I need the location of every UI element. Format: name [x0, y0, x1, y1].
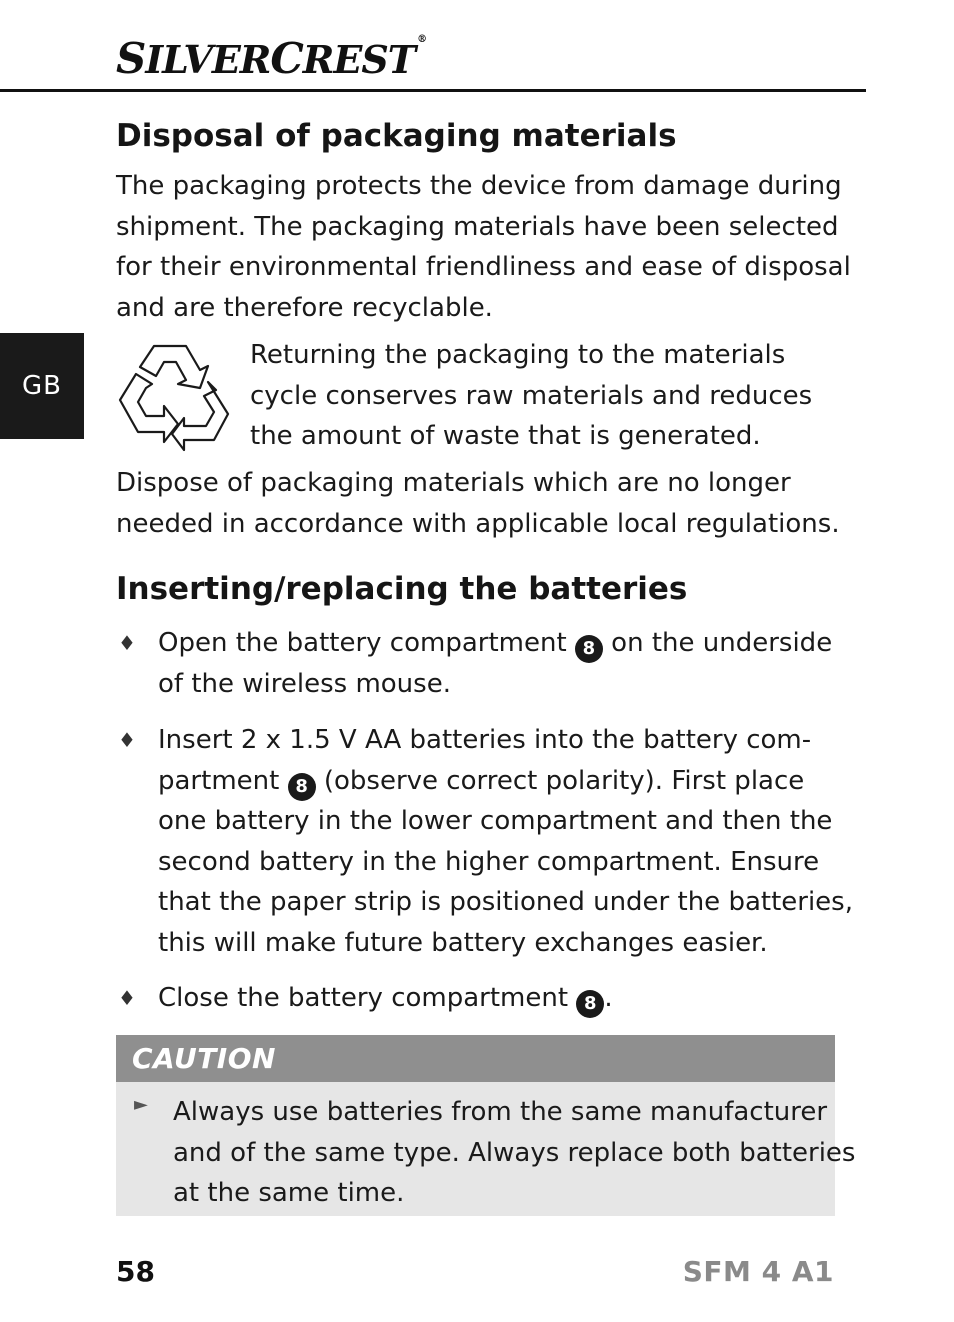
triangle-right-icon: ►	[134, 1094, 148, 1115]
list-item: ♦ Close the battery compartment 8 .	[116, 978, 836, 1019]
caution-box	[116, 1082, 856, 1216]
brand-logo: SILVERCREST ®	[116, 34, 427, 83]
recycle-paragraph: Returning the packaging to the materials cycle conserves raw materials and reduces the amount of waste that is generated.	[250, 340, 813, 451]
reference-number-badge: 8	[288, 773, 316, 801]
model-number: SFM 4 A1	[682, 1255, 834, 1288]
dispose-paragraph: Dispose of packaging materials which are no longer needed in accordance with applicable local regulations.	[116, 468, 840, 539]
language-tab-label: GB	[22, 371, 62, 401]
reference-number-badge: 8	[575, 635, 603, 663]
reference-number-badge: 8	[576, 990, 604, 1018]
section-heading-batteries: Inserting/replacing the batteries	[116, 571, 688, 607]
page-number: 58	[116, 1255, 155, 1288]
caution-text: Always use batteries from the same manufacturer and of the same type. Always replace both batteries at the same time.	[173, 1097, 856, 1208]
diamond-bullet-icon: ♦	[118, 631, 136, 655]
diamond-bullet-icon: ♦	[118, 986, 136, 1010]
disposal-paragraph: The packaging protects the device from damage during shipment. The packaging materials have been selected for their environmental friendliness and ease of disposal and are therefore recyclable.	[116, 171, 851, 323]
diamond-bullet-icon: ♦	[118, 728, 136, 752]
header-divider	[0, 89, 866, 92]
section-heading-disposal: Disposal of packaging materials	[116, 118, 677, 154]
list-item: ♦ Insert 2 x 1.5 V AA batteries into the battery com- partment 8 (observe correct polarity). First place one battery in the lower compartment and then the second battery in the higher compartment. Ensure that the paper strip is positioned under the batteries, this will make future battery exchanges easier.	[116, 720, 836, 963]
language-tab	[0, 333, 84, 439]
recycle-icon	[116, 342, 234, 454]
caution-header: CAUTION	[116, 1035, 835, 1082]
list-item: ♦ Open the battery compartment 8 on the underside of the wireless mouse.	[116, 623, 836, 704]
